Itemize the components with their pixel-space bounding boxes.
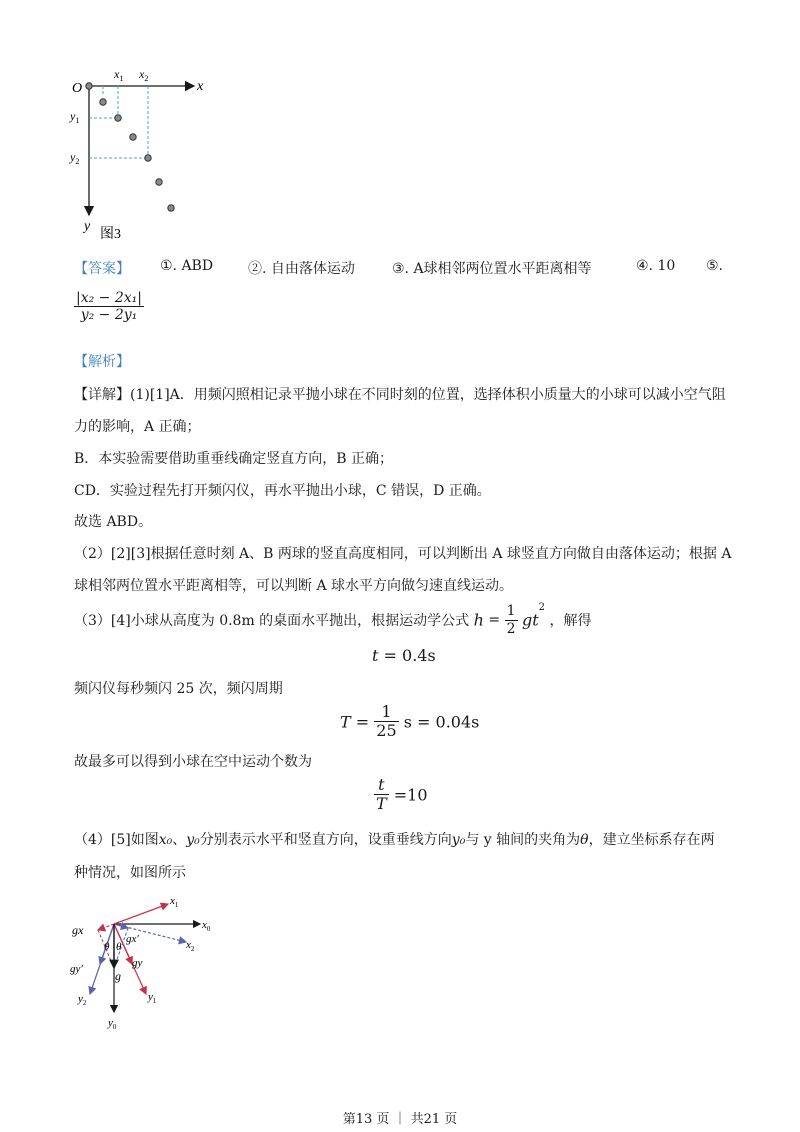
analysis-line-7: 球相邻两位置水平距离相等，可以判断 A 球水平方向做匀速直线运动。 bbox=[74, 578, 514, 594]
analysis-line-12: 种情况，如图所示 bbox=[74, 865, 186, 881]
ball-positions bbox=[86, 83, 174, 211]
answer-tag: 【答案】 bbox=[74, 261, 130, 277]
ball bbox=[115, 115, 121, 121]
x1-label: $x_1$ bbox=[170, 895, 179, 909]
ball bbox=[130, 134, 136, 140]
analysis-line-9: 频闪仪每秒频闪 25 次，频闪周期 bbox=[74, 681, 283, 697]
ball bbox=[100, 99, 106, 105]
theta-label-right: θ bbox=[116, 941, 122, 953]
gy-prime-label: gy′ bbox=[70, 963, 83, 975]
ball bbox=[145, 155, 151, 161]
analysis-line-4: CD．实验过程先打开频闪仪，再水平抛出小球，C 错误，D 正确。 bbox=[74, 483, 491, 499]
analysis-line-6: （2）[2][3]根据任意时刻 A、B 两球的竖直高度相同，可以判断出 A 球竖直方向做自由落体运动；根据 A bbox=[74, 546, 732, 562]
equation-T: T = $\frac{1}{25}$ s = 0.04s bbox=[340, 702, 480, 741]
figure-3 bbox=[66, 62, 226, 244]
equation-t: t = 0.4s bbox=[372, 646, 436, 665]
gx-prime-label: gx′ bbox=[126, 933, 139, 945]
x0-label: $x_0$ bbox=[202, 919, 211, 933]
y-axis-label: y bbox=[84, 219, 91, 234]
x-axis-label: x bbox=[197, 79, 204, 94]
ball bbox=[156, 179, 162, 185]
formula-half: $\frac{1}{2}$ bbox=[506, 603, 516, 637]
x1-label: $x_1$ bbox=[114, 67, 124, 83]
ball bbox=[86, 83, 92, 89]
answer-item-1: ①. ABD bbox=[160, 258, 214, 274]
y1-label: $y_1$ bbox=[148, 991, 157, 1005]
analysis-line-8: （3）[4]小球从高度为 0.8m 的桌面水平抛出，根据运动学公式 h = $\frac{1}{2}$ $gt^2$ ，解得 bbox=[74, 602, 592, 637]
y1-label: $y_1$ bbox=[70, 109, 80, 125]
page-footer: 第13 页 ｜ 共21 页 bbox=[342, 1112, 458, 1127]
figure-vectors bbox=[68, 890, 228, 1040]
analysis-line-2: 力的影响，A 正确； bbox=[74, 419, 201, 435]
analysis-line-1: 【详解】(1)[1]A．用频闪照相记录平抛小球在不同时刻的位置，选择体积小质量大的小球可以减小空气阻 bbox=[74, 387, 726, 403]
answer-item-5: ⑤. bbox=[706, 258, 724, 274]
analysis-line-10: 故最多可以得到小球在空中运动个数为 bbox=[74, 754, 312, 770]
analysis-line-5: 故选 ABD。 bbox=[74, 514, 153, 530]
x1-vector bbox=[114, 904, 168, 924]
g-label: g bbox=[115, 969, 121, 983]
gx-label: gx bbox=[72, 923, 84, 937]
analysis-tag: 【解析】 bbox=[74, 354, 130, 370]
theta-label-left: θ bbox=[104, 941, 110, 953]
fraction-denominator: y₂ − 2y₁ bbox=[80, 307, 138, 324]
x2-label: $x_2$ bbox=[139, 67, 149, 83]
ball bbox=[168, 205, 174, 211]
y2-label: $y_2$ bbox=[78, 993, 87, 1007]
answer-fraction bbox=[74, 290, 144, 323]
answer-item-4: ④. 10 bbox=[636, 258, 676, 274]
analysis-line-3: B．本实验需要借助重垂线确定竖直方向，B 正确； bbox=[74, 451, 394, 467]
fraction-numerator: |x₂ − 2x₁| bbox=[76, 290, 142, 306]
answer-item-2: ②. 自由落体运动 bbox=[248, 261, 355, 277]
figure-caption: 图3 bbox=[100, 227, 121, 242]
answer-item-3: ③. A球相邻两位置水平距离相等 bbox=[392, 261, 592, 277]
analysis-line-11: （4）[5]如图x₀、y₀分别表示水平和竖直方向，设重垂线方向y₀与 y 轴间的夹角为θ，建立坐标系存在两 bbox=[74, 832, 715, 848]
y2-label: $y_2$ bbox=[70, 150, 80, 166]
x2-label: $x_2$ bbox=[186, 939, 195, 953]
gy-label: gy bbox=[132, 957, 143, 969]
origin-label: O bbox=[72, 81, 83, 96]
y0-label: $y_0$ bbox=[108, 1017, 117, 1031]
equation-count: $\frac{t}{T}$ =10 bbox=[376, 775, 428, 814]
